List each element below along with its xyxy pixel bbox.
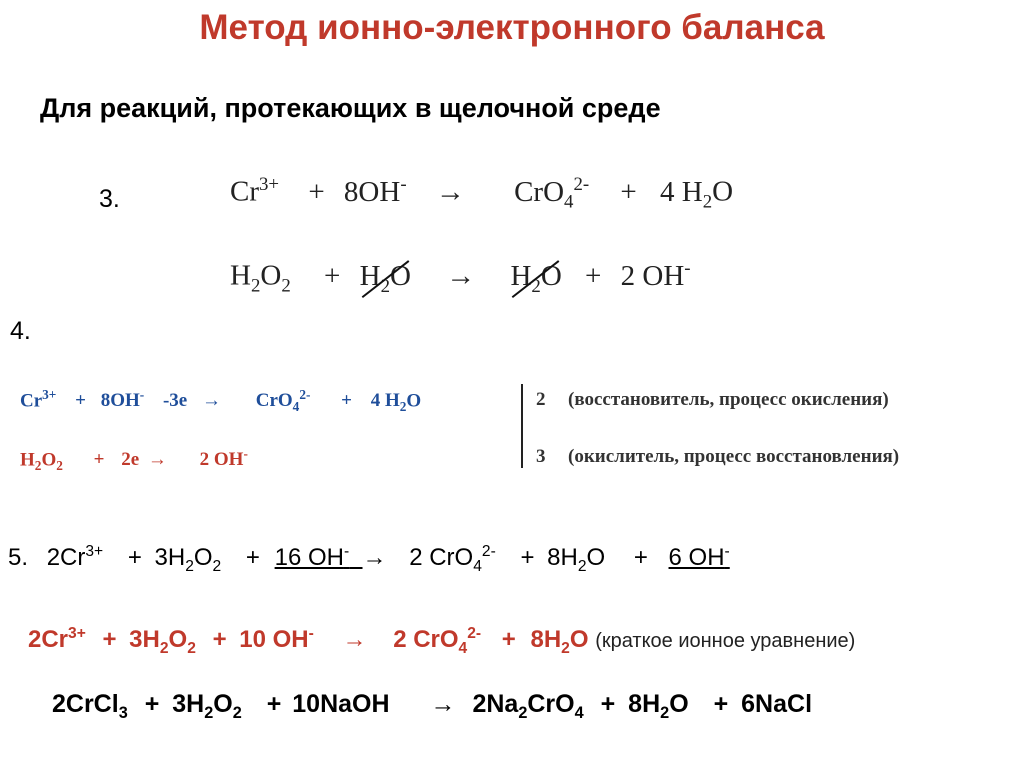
step-3-equation-2: $H_2O_2 + H_2O \to H_2O + 2$ OH- bbox=[230, 258, 691, 297]
page-title: Метод ионно-электронного баланса bbox=[199, 8, 825, 47]
crossed-out-water-right: $H_2O$ bbox=[510, 259, 562, 297]
step-3-number: 3. bbox=[99, 185, 120, 213]
oxidation-note: (восстановитель, процесс окисления) bbox=[568, 389, 889, 410]
oxidation-half-reaction: $Cr^{3+} + 8OH^-$ -3e → CrO$_4^{2-}$ + 4 $H_2O$ bbox=[20, 387, 422, 415]
step-5-full-ionic-equation: 5. $2Cr^{3+} + 3H_2O_2 + 16$ OH- → 2 $CrO_4^{2-} + 8H_2O + 6$ OH- bbox=[8, 543, 730, 575]
reduction-half-reaction: $H_2O_2 + 2e \to 2$ OH- bbox=[20, 446, 248, 474]
step-5-number: 5. bbox=[8, 544, 29, 571]
reduction-coefficient: 3 bbox=[536, 446, 546, 467]
balance-divider-line bbox=[521, 384, 523, 468]
step-4-number: 4. bbox=[10, 317, 31, 345]
step-3-equation-1: $Cr^{3+} + 8OH^- \to CrO_4^{2-} + 4$ $H_2O$ bbox=[230, 174, 734, 213]
reduction-note: (окислитель, процесс восстановления) bbox=[568, 446, 900, 467]
crossed-out-water-left: $H_2O$ bbox=[359, 259, 411, 297]
oxidation-coefficient: 2 bbox=[536, 389, 546, 410]
molecular-equation: 2CrCl$_3$ + $3H_2O_2$ + 10NaOH → $2Na_2CrO_4 + 8H_2O$ + 6NaCl bbox=[52, 690, 813, 722]
page-subtitle: Для реакций, протекающих в щелочной среде bbox=[40, 93, 661, 123]
short-ionic-equation: $2Cr^{3+} + 3H_2O_2 + 10$ OH- → 2 $CrO_4^{2-} + 8H_2O$ (краткое ионное уравнение) bbox=[28, 625, 856, 657]
short-ionic-equation-note: (краткое ионное уравнение) bbox=[595, 630, 856, 652]
